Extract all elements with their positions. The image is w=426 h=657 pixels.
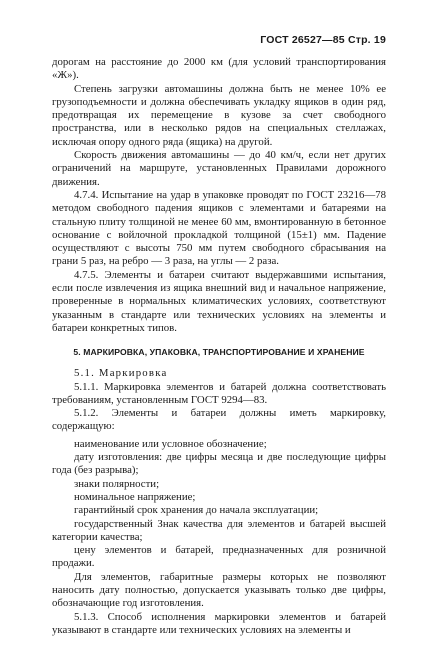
paragraph-5-1-3: 5.1.3. Способ исполнения маркировки элементов и батарей указывают в стандарте или технических условиях на элементы и bbox=[52, 610, 386, 636]
paragraph: Скорость движения автомашины — до 40 км/ч, если нет других ограничений на маршруте, установленных Правилами дорожного движения. bbox=[52, 149, 386, 188]
paragraph-5-1-2: 5.1.2. Элементы и батареи должны иметь маркировку, содержащую: bbox=[52, 407, 386, 433]
list-item: государственный Знак качества для элементов и батарей высшей категории качества; bbox=[52, 517, 386, 543]
list-item: гарантийный срок хранения до начала эксплуатации; bbox=[74, 504, 319, 517]
paragraph-4-7-5: 4.7.5. Элементы и батареи считают выдержавшими испытания, если после извлечения из ящика внешний вид и начальное напряжение, проверенные в нормальных климатических условиях, соответствуют указанным в стандарте или технических условиях на элементы и батареи конкретных типов. bbox=[52, 268, 386, 334]
document-body bbox=[52, 56, 386, 637]
list-item: знаки полярности; bbox=[74, 477, 160, 490]
list-item: наименование или условное обозначение; bbox=[74, 437, 267, 450]
paragraph: дорогам на расстояние до 2000 км (для условий транспортирования «Ж»). bbox=[52, 56, 386, 82]
section-heading: 5. МАРКИРОВКА, УПАКОВКА, ТРАНСПОРТИРОВАНИЕ И ХРАНЕНИЕ bbox=[73, 347, 365, 358]
list-item: номинальное напряжение; bbox=[74, 490, 196, 503]
paragraph-5-1-1: 5.1.1. Маркировка элементов и батарей должна соответствовать требованиям, установленным ГОСТ 9294—83. bbox=[52, 380, 386, 406]
paragraph-note: Для элементов, габаритные размеры которых не позволяют наносить дату полностью, допускается указывать только две цифры, обозначающие год изготовления. bbox=[52, 570, 386, 610]
list-item: цену элементов и батарей, предназначенных для розничной продажи. bbox=[52, 544, 386, 570]
paragraph: Степень загрузки автомашины должна быть не менее 10% ее грузоподъемности и должна обеспечивать укладку ящиков в один ряд, предотвращая их перемещение в кузове за счет свободного пространства, или в несколько рядов на специальных стеллажах, исключая опору одного ряда (ящика) на другой. bbox=[52, 82, 386, 148]
subsection-heading: 5.1. Маркировка bbox=[74, 367, 168, 380]
paragraph-4-7-4: 4.7.4. Испытание на удар в упаковке проводят по ГОСТ 23216—78 методом свободного падения ящиков с элементами и батареями на стальную плиту толщиной не менее 60 мм, вмонтированную в бетонное основание с войлочной прокладкой толщиной (15±1) мм. Падение осуществляют с высоты 750 мм путем свободного сбрасывания на грани 5 раз, на ребро — 3 раза, на углы — 2 раза. bbox=[52, 188, 386, 268]
page-header: ГОСТ 26527—85 Стр. 19 bbox=[260, 34, 386, 46]
list-item: дату изготовления: две цифры месяца и две последующие цифры года (без разрыва); bbox=[52, 451, 386, 477]
